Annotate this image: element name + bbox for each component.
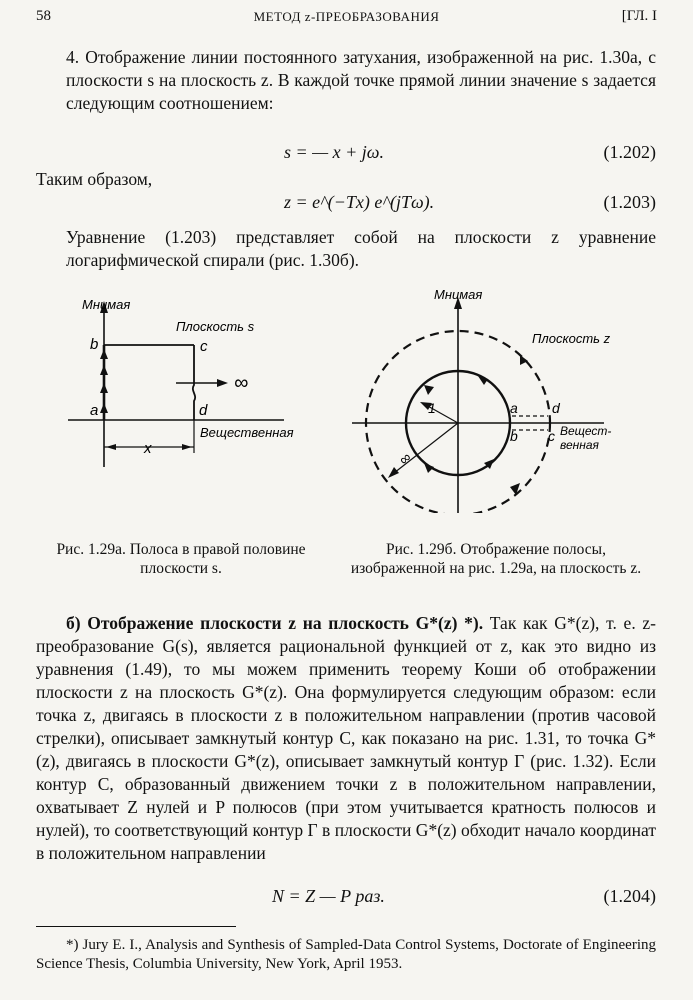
label-c: c: [548, 428, 555, 444]
equation-formula: z = e^(−Tx) e^(jTω).: [284, 192, 435, 212]
label-a: a: [90, 402, 99, 419]
label-one: 1: [428, 400, 436, 416]
figure-1-29a: [60, 285, 310, 475]
label-b: b: [510, 428, 518, 444]
equation-number: (1.203): [603, 192, 656, 212]
label-infinity: ∞: [234, 372, 249, 394]
after-eq-text: Уравнение (1.203) представляет собой на плоскости z уравнение логарифмической спирали (рис. 1.30б).: [66, 227, 656, 270]
between-text: Таким образом,: [36, 169, 153, 189]
label-real-2: венная: [560, 438, 599, 452]
label-real: Вещественная: [200, 425, 294, 440]
up-arrow-icon: [100, 383, 108, 393]
equation-formula: s = — x + jω.: [284, 142, 385, 162]
up-arrow-icon: [100, 349, 108, 359]
infinity-arrow-icon: [217, 379, 228, 387]
footnote-rule: [36, 926, 236, 927]
label-imag: Мнимая: [434, 287, 483, 302]
circle-arrow-icon: [424, 385, 434, 395]
up-arrow-icon: [100, 403, 108, 413]
section-b-paragraph: [36, 612, 656, 865]
page-header: [36, 8, 657, 32]
chapter-label: [ГЛ. I: [621, 8, 657, 24]
equation-1-202: [66, 142, 656, 166]
label-infinity: ∞: [395, 449, 415, 469]
caption-1-29b: Рис. 1.29б. Отображение полосы, изображенной на рис. 1.29а, на плоскость z.: [350, 541, 642, 577]
dimension-arrow-icon: [182, 444, 192, 450]
label-imag: Мнимая: [82, 297, 131, 312]
page-number: 58: [36, 8, 51, 24]
label-plane-s: Плоскость s: [176, 319, 255, 334]
label-a: a: [510, 400, 518, 416]
up-arrow-icon: [100, 365, 108, 375]
label-real-1: Вещест-: [560, 424, 612, 438]
label-b: b: [90, 336, 99, 353]
circle-arrow-icon: [424, 463, 434, 473]
equation-formula: N = Z — P раз.: [272, 886, 385, 906]
intro-text: 4. Отображение линии постоянного затухания, изображенной на рис. 1.30а, с плоскости s на плоскость z. В каждой точке прямой линии значение s задается следующим соотношением:: [66, 47, 656, 113]
label-x: x: [144, 440, 152, 457]
label-d: d: [199, 402, 208, 419]
label-d: d: [552, 400, 560, 416]
equation-number: (1.204): [603, 886, 656, 906]
section-b-heading: б) Отображение плоскости z на плоскость G*(z) *).: [66, 613, 484, 633]
equation-1-203: [66, 192, 656, 216]
equation-number: (1.202): [603, 142, 656, 162]
label-plane-z: Плоскость z: [532, 331, 611, 346]
caption-1-29a: Рис. 1.29а. Полоса в правой половине плоскости s.: [56, 541, 306, 577]
radius-arrow-icon: [388, 467, 399, 478]
intro-paragraph: [66, 46, 656, 115]
section-b-text: Так как G*(z), т. е. z-преобразование G(s), является рациональной функцией от z, как это видно из уравнения (1.49), то мы можем применить теорему Коши об отображении плоскости z на плоскость G*(z). Она формулируется следующим образом: если точка z, двигаясь в плоскости z в положительном направлении (против часовой стрелки), описывает замкнутый контур C, как показано на рис. 1.31, то точка G*(z), двигаясь в плоскости G*(z), описывает замкнутый контур Г (рис. 1.32). Если контур C, образованный движением точки z в положительном направлении, охватывает Z нулей и P полюсов (при этом учитывается кратность полюсов и нулей), то соответствующий контур Г в плоскости G*(z) обходит начало координат в положительном направлении: [36, 613, 656, 863]
equation-1-204: [66, 886, 656, 910]
label-c: c: [200, 338, 208, 355]
running-title: МЕТОД z-ПРЕОБРАЗОВАНИЯ: [253, 9, 440, 24]
after-eq-paragraph: [66, 226, 656, 272]
dimension-arrow-icon: [106, 444, 116, 450]
footnote: *) Jury E. I., Analysis and Synthesis of Sampled-Data Control Systems, Doctorate of Engineering Science Thesis, Columbia University, New York, April 1953.: [36, 937, 656, 972]
figure-1-29b: [348, 283, 628, 513]
